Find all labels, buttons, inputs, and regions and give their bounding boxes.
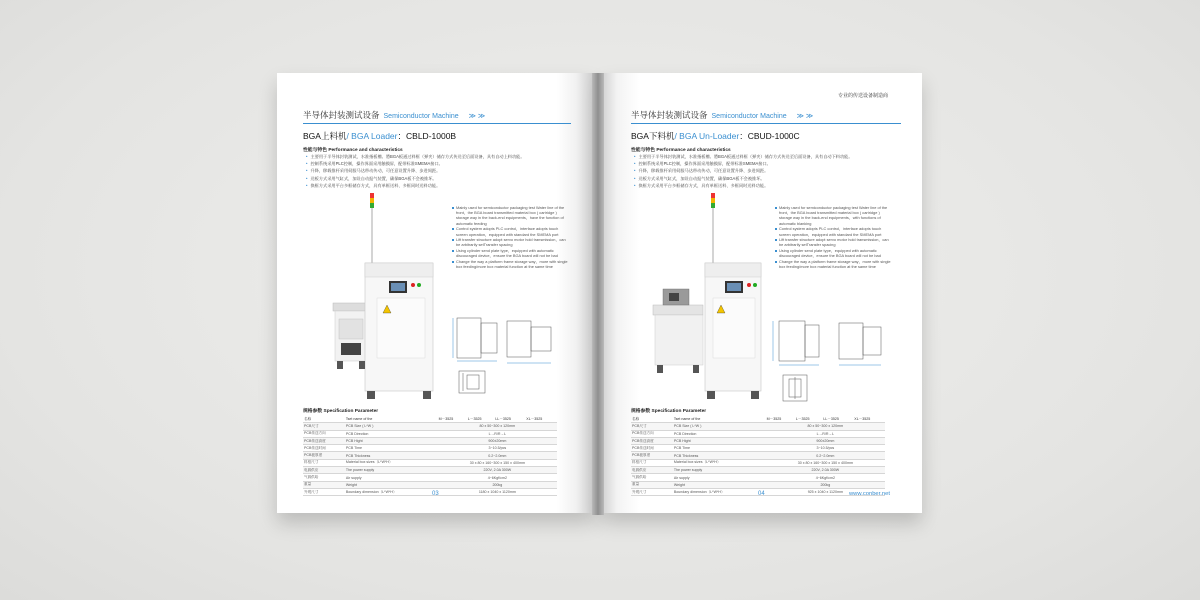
list-item: Using cylinder send plate type，equipped with automatic discouraged device，ensure the BGA board will not be bad: [775, 248, 893, 258]
spec-section: [303, 407, 557, 496]
left-page: [277, 73, 595, 513]
table-row: 料框尺寸 Material box sizes（L*W*H） 30 x 80 x 160~300 x 150 x 400mm: [631, 459, 885, 466]
spec-table: [631, 416, 885, 496]
cn-bullet-list: [634, 153, 853, 189]
table-row: 料框尺寸 Material box sizes（L*W*H） 30 x 80 x 160~300 x 150 x 400mm: [303, 459, 557, 466]
table-row: PCB板厚度 PCB Thickness 0.2~2.0mm: [303, 452, 557, 459]
double-chevron-icon: ≫ ≫: [468, 113, 486, 120]
list-item: • 主要用于半导体封装测试，水准指板槽。將BGA板通过料框（弹夹）储存方式传送至后面设备，具有自动下料功能。: [634, 153, 853, 160]
table-row: PCB尺寸 PCB Size ( L*W ) 80 x 50~300 x 120mm: [631, 423, 885, 430]
unloader-machine-photo: [649, 193, 769, 403]
page-number: 03: [432, 491, 439, 497]
table-row: 电源供应 The power supply 220V, 2.0A 300W: [631, 467, 885, 474]
section-title-en: Semiconductor Machine: [383, 113, 459, 120]
table-row: 电源供应 The power supply 220V, 2.0A 300W: [303, 467, 557, 474]
table-row: PCB传送时间 PCB Time 3~10.5/pcs: [303, 445, 557, 452]
list-item: Mainly used for semiconductor packaging test Water line of the front，the BGA board transmitted material box ( cartridge ) storage way in the back-end equipments，with functions of automatic blanking: [775, 205, 893, 226]
model-name-cn: BGA上料机: [303, 131, 347, 141]
right-page: [601, 73, 922, 513]
model-name-cn: BGA下料机: [631, 131, 675, 141]
table-row: PCB传送高度 PCB Hight 900±20mm: [303, 437, 557, 444]
list-item: • 升降，移载推杆采用伺服马达带动传动，可任意设置升降、步进间距。: [634, 167, 853, 174]
section-title-cn: 半导体封装测试设备: [631, 110, 708, 120]
list-item: • 主要用于半导体封装测试，水准指板槽。將BGA板通过料框（弹夹）储存方式传送至后面设备，具有自动上料功能。: [306, 153, 525, 160]
list-item: Control system adopts PLC control，interface adopts touch screen operation，equipped with standard the SMEMA port: [775, 226, 893, 236]
table-row: 名称 Tset name of the M－3525 L－3525 LL－3525 XL－3525: [631, 416, 885, 423]
table-row: 名称 Tset name of the M－3525 L－3525 LL－3525 XL－3525: [303, 416, 557, 423]
spec-title: 规格参数 Specification Parameter: [303, 409, 379, 414]
header-divider: [631, 123, 901, 124]
table-row: 重量 Weight 200kg: [303, 481, 557, 488]
cn-bullet-list: [306, 153, 525, 189]
list-item: • 升降，移载推杆采用伺服马达带动传动，可任意设置升降、步进间距。: [306, 167, 525, 174]
list-item: Using cylinder send plate type，equipped with automatic discouraged device，ensure the BGA board will not be bad: [452, 248, 570, 258]
double-chevron-icon: ≫ ≫: [796, 113, 814, 120]
book-spine: [592, 73, 604, 515]
section-title-cn: 半导体封装测试设备: [303, 110, 380, 120]
list-item: Change the way a platform frame storage way，more with single box feeding/more box material function at the same time: [452, 259, 570, 269]
list-item: • 控制系统采用PLC控制，操作界面采用触摸屏，配带标准SMEMA接口。: [634, 160, 853, 167]
list-item: • 换框方式采用平台多框储存方式，具有单框送料、多框同时送料功能。: [634, 182, 853, 189]
list-item: • 送板方式采用气缸式，加设自动报气装置，确保BGA板不会被推坏。: [634, 175, 853, 182]
model-code: CBLD-1000B: [406, 131, 457, 141]
model-title: BGA上料机/ BGA Loader：CBLD-1000B: [303, 131, 457, 141]
table-row: PCB尺寸 PCB Size ( L*W ) 80 x 50~300 x 120mm: [303, 423, 557, 430]
section-header: [303, 109, 485, 123]
table-row: 气源供给 Air supply 4~6Kgf/cm2: [303, 474, 557, 481]
company-slogan: 专业的传送设备制造商: [837, 93, 888, 99]
page-number: 04: [758, 491, 765, 497]
spec-table: [303, 416, 557, 496]
model-name-en: / BGA Un-Loader: [674, 131, 740, 141]
list-item: Change the way a platform frame storage way，more with single box feeding/more box material function at the same time: [775, 259, 893, 269]
section-title-en: Semiconductor Machine: [711, 113, 787, 120]
table-row: PCB传送高度 PCB Hight 900±20mm: [631, 437, 885, 444]
performance-subhead: 性能与特色 Performance and characteristics: [303, 148, 403, 153]
list-item: Mainly used for semiconductor packaging test Water line of the front，the BGA board transmitted material box ( cartridge ) storage way in the back-end equipments，have the function of automatic feeding: [452, 205, 570, 226]
model-code: CBUD-1000C: [747, 131, 800, 141]
header-divider: [303, 123, 571, 124]
table-row: PCB传送方向 PCB Direction L→R/R→L: [303, 430, 557, 437]
model-name-en: / BGA Loader: [346, 131, 398, 141]
table-row: PCB板厚度 PCB Thickness 0.2~2.0mm: [631, 452, 885, 459]
list-item: • 控制系统采用PLC控制，操作界面采用触摸屏，配带标准SMEMA接口。: [306, 160, 525, 167]
list-item: • 送板方式采用气缸式，加设自动报气装置，确保BGA板不会被推坏。: [306, 175, 525, 182]
section-header: [631, 109, 813, 123]
list-item: Lift transfer structure adopt servo motor hold transmission，can be arbitrarily setTransfer spacing: [452, 237, 570, 247]
unloader-dimension-drawing: [767, 313, 907, 408]
table-row: 外观尺寸 Boundary dimension（L*W*H） 1180 x 1040 x 1120mm: [303, 488, 557, 495]
en-bullet-list: [452, 205, 570, 270]
table-row: 重量 Weight 200kg: [631, 481, 885, 488]
model-title: BGA下料机/ BGA Un-Loader：CBUD-1000C: [631, 131, 800, 141]
table-row: PCB传送方向 PCB Direction L→R/R→L: [631, 430, 885, 437]
table-row: 气源供给 Air supply 4~6Kgf/cm2: [631, 474, 885, 481]
spec-title: 规格参数 Specification Parameter: [631, 409, 707, 414]
spec-section: [631, 407, 885, 496]
table-row: 外观尺寸 Boundary dimension（L*W*H） 925 x 1040 x 1120mm: [631, 488, 885, 495]
list-item: Control system adopts PLC control，interface adopts touch screen operation，equipped with standard the SMEMA port: [452, 226, 570, 236]
performance-subhead: 性能与特色 Performance and characteristics: [631, 148, 731, 153]
loader-dimension-drawing: [447, 313, 587, 403]
list-item: Lift transfer structure adopt servo motor hold transmission，can be arbitrarily setTransfer spacing: [775, 237, 893, 247]
website-url: www.conber.net: [849, 491, 890, 497]
en-bullet-list: [775, 205, 893, 270]
loader-machine-photo: [305, 193, 445, 403]
list-item: • 换框方式采用平台多框储存方式，具有单框送料、多框同时送料功能。: [306, 182, 525, 189]
table-row: PCB传送时间 PCB Time 3~10.5/pcs: [631, 445, 885, 452]
